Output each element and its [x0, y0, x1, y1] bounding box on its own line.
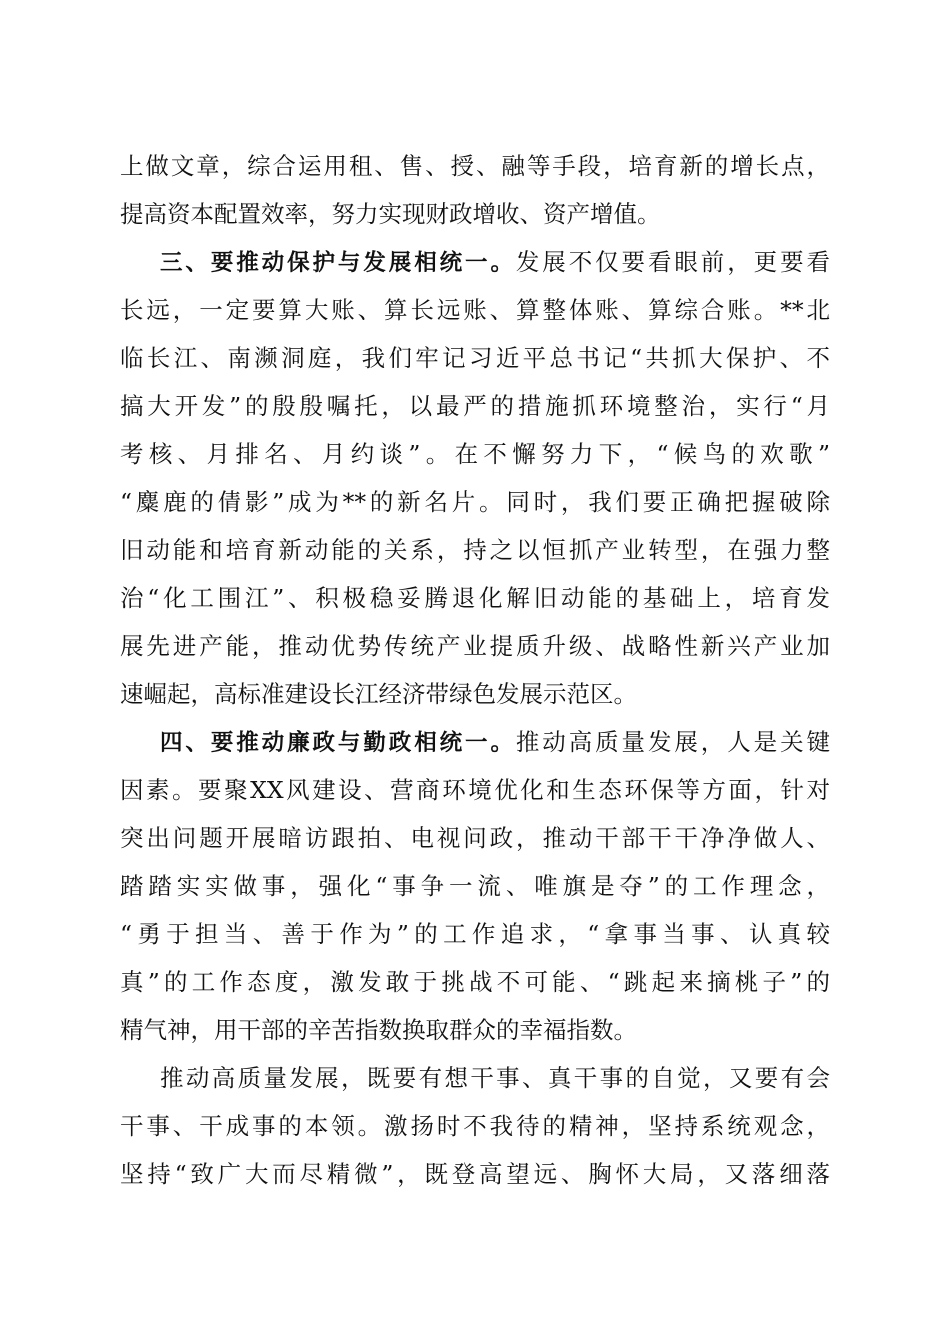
paragraph-2-line-10: 速崛起，高标准建设长江经济带绿色发展示范区。: [120, 680, 637, 708]
paragraph-2-line-8: 治“化工围江”、积极稳妥腾退化解旧动能的基础上，培育发: [120, 584, 830, 612]
paragraph-3-line-5: “勇于担当、善于作为”的工作追求，“拿事当事、认真较: [120, 920, 830, 948]
section-heading-3: 三、要推动保护与发展相统一。: [160, 250, 516, 276]
paragraph-3-line-3: 突出问题开展暗访跟拍、电视问政，推动干部干干净净做人、: [120, 824, 830, 852]
paragraph-3-line-1: [120, 718, 830, 766]
paragraph-2-line-7: 旧动能和培育新动能的关系，持之以恒抓产业转型，在强力整: [120, 536, 830, 564]
paragraph-2-line-3: 临长江、南濒洞庭，我们牢记习近平总书记“共抓大保护、不: [120, 344, 830, 372]
paragraph-2-line-1: [120, 238, 830, 286]
paragraph-2-line-9: 展先进产能，推动优势传统产业提质升级、战略性新兴产业加: [120, 632, 830, 660]
paragraph-2-line-5: 考核、月排名、月约谈”。在不懈努力下，“候鸟的欢歌”: [120, 440, 830, 468]
paragraph-1-line-2: 提高资本配置效率，努力实现财政增收、资产增值。: [120, 200, 661, 228]
paragraph-2-line-4: 搞大开发”的殷殷嘱托，以最严的措施抓环境整治，实行“月: [120, 392, 830, 420]
paragraph-3-line-2: 因素。要聚XX风建设、营商环境优化和生态环保等方面，针对: [120, 776, 830, 804]
document-body: [120, 142, 830, 1198]
paragraph-3-line-4: 踏踏实实做事，强化“事争一流、唯旗是夺”的工作理念，: [120, 872, 830, 900]
section-heading-4: 四、要推动廉政与勤政相统一。: [160, 730, 516, 756]
paragraph-2-line-2: 长远，一定要算大账、算长远账、算整体账、算综合账。**北: [120, 296, 830, 324]
paragraph-3-text-start: 推动高质量发展，人是关键: [515, 728, 830, 756]
paragraph-4-line-3: 坚持“致广大而尽精微”，既登高望远、胸怀大局，又落细落: [120, 1160, 830, 1188]
paragraph-3-line-7: 精气神，用干部的辛苦指数换取群众的幸福指数。: [120, 1016, 637, 1044]
paragraph-2-text-start: 发展不仅要看眼前，更要看: [515, 248, 830, 276]
paragraph-4-line-1: 推动高质量发展，既要有想干事、真干事的自觉，又要有会: [160, 1064, 830, 1092]
paragraph-2-line-6: “麋鹿的倩影”成为**的新名片。同时，我们要正确把握破除: [120, 488, 830, 516]
paragraph-4-line-2: 干事、干成事的本领。激扬时不我待的精神，坚持系统观念，: [120, 1112, 830, 1140]
paragraph-1-line-1: 上做文章，综合运用租、售、授、融等手段，培育新的增长点，: [120, 152, 830, 180]
paragraph-3-line-6: 真”的工作态度，激发敢于挑战不可能、“跳起来摘桃子”的: [120, 968, 830, 996]
